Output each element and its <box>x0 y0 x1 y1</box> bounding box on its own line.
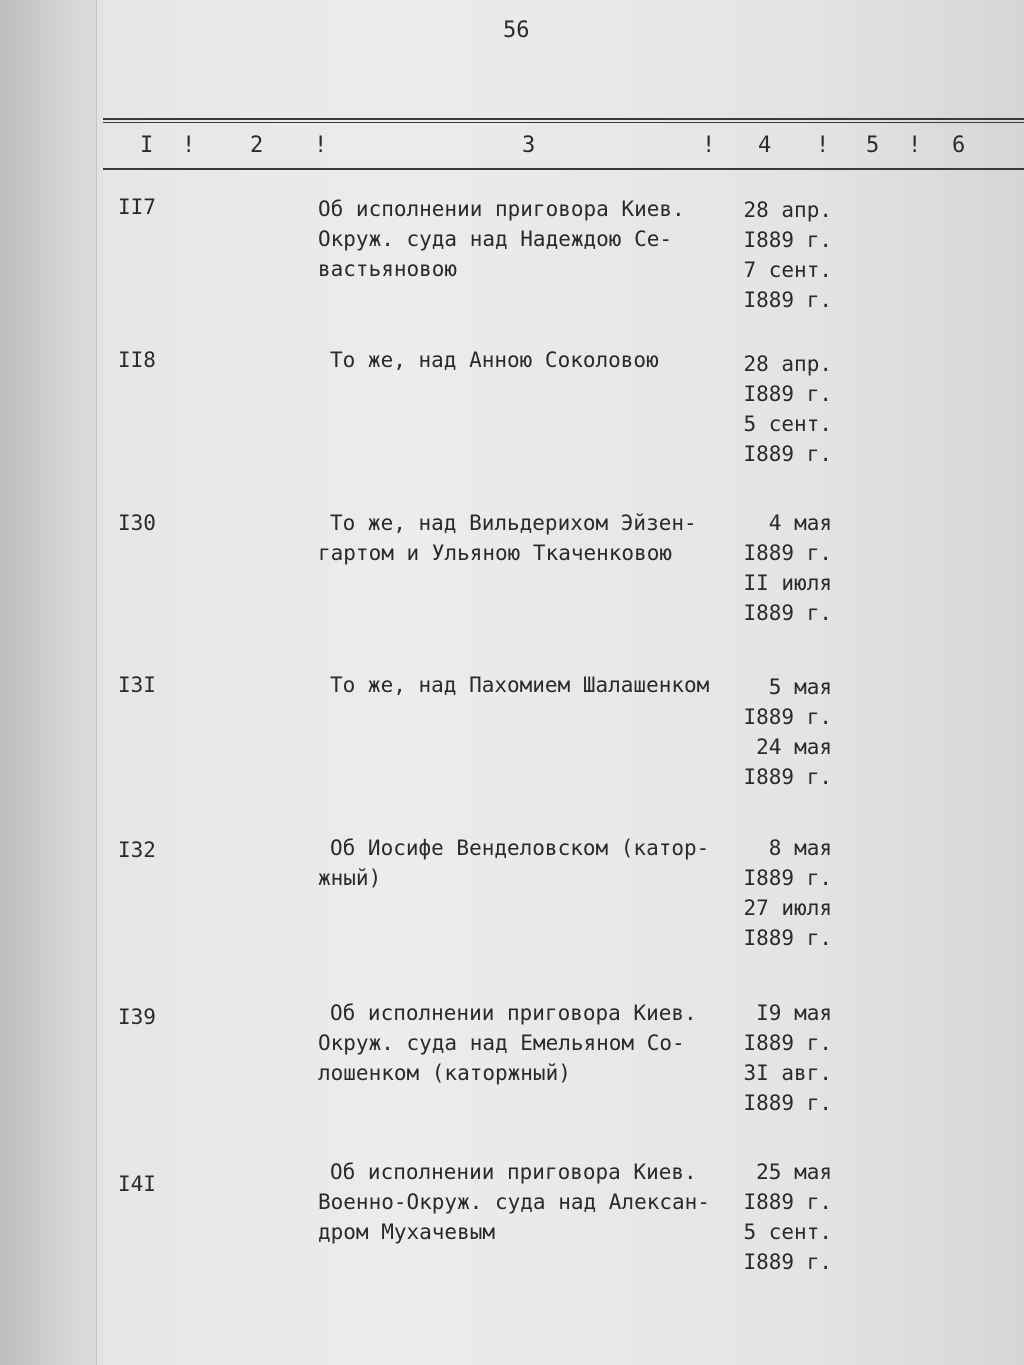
date-line: I889 г. <box>743 442 832 466</box>
header-separator: ! <box>702 133 716 158</box>
entry-number: II7 <box>118 195 156 219</box>
header-col-3: 3 <box>522 133 536 158</box>
description-line: Об исполнении приговора Киев. <box>318 197 685 221</box>
entry-dates <box>722 195 832 315</box>
description-line: Об исполнении приговора Киев. <box>330 1160 697 1184</box>
description-line: Об исполнении приговора Киев. <box>330 1001 697 1025</box>
date-line: 28 апр. <box>743 198 832 222</box>
date-line: 4 мая <box>768 511 832 535</box>
description-line: То же, над Анною Соколовою <box>330 348 659 372</box>
top-rule-second <box>103 122 1024 123</box>
entry-description <box>318 998 740 1088</box>
top-rule <box>103 118 1024 120</box>
date-line: I9 мая <box>756 1001 832 1025</box>
date-line: I889 г. <box>743 765 832 789</box>
date-line: 28 апр. <box>743 352 832 376</box>
header-col-4: 4 <box>758 133 772 158</box>
entry-description <box>318 194 728 284</box>
date-line: I889 г. <box>743 1031 832 1055</box>
entry-description <box>318 1157 740 1247</box>
header-separator: ! <box>182 133 196 158</box>
date-line: I889 г. <box>743 1250 832 1274</box>
entry-dates <box>722 998 832 1118</box>
entry-number: I3I <box>118 673 156 697</box>
entry-number: I39 <box>118 1005 156 1029</box>
date-line: I889 г. <box>743 382 832 406</box>
date-line: I889 г. <box>743 1091 832 1115</box>
entry-dates <box>722 672 832 792</box>
header-separator: ! <box>908 133 922 158</box>
description-line: гартом и Ульяною Ткаченковою <box>318 541 673 565</box>
description-line: дром Мухачевым <box>318 1220 496 1244</box>
header-col-2: 2 <box>250 133 264 158</box>
left-page-edge <box>0 0 97 1365</box>
date-line: I889 г. <box>743 288 832 312</box>
entry-number: I32 <box>118 838 156 862</box>
entry-number: II8 <box>118 348 156 372</box>
header-col-1: I <box>140 133 154 158</box>
entry-dates <box>722 349 832 469</box>
description-line: Окруж. суда над Емельяном Со- <box>318 1031 685 1055</box>
entry-description <box>318 833 740 893</box>
date-line: 27 июля <box>743 896 832 920</box>
description-line: Окруж. суда над Надеждою Се- <box>318 227 673 251</box>
date-line: II июля <box>743 571 832 595</box>
date-line: 5 мая <box>768 675 832 699</box>
description-line: То же, над Пахомием Шалашенком <box>330 673 710 697</box>
date-line: I889 г. <box>743 228 832 252</box>
date-line: I889 г. <box>743 541 832 565</box>
description-line: вастьяновою <box>318 257 458 281</box>
description-line: То же, над Вильдерихом Эйзен- <box>330 511 697 535</box>
date-line: I889 г. <box>743 866 832 890</box>
date-line: 3I авг. <box>743 1061 832 1085</box>
page-number: 56 <box>503 18 530 43</box>
description-line: жный) <box>318 866 382 890</box>
entry-number: I4I <box>118 1172 156 1196</box>
date-line: 5 сент. <box>743 412 832 436</box>
entry-description <box>330 670 740 700</box>
description-line: Об Иосифе Венделовском (катор- <box>330 836 710 860</box>
description-line: лошенком (каторжный) <box>318 1061 571 1085</box>
header-col-5: 5 <box>866 133 880 158</box>
header-separator: ! <box>314 133 328 158</box>
date-line: 25 мая <box>756 1160 832 1184</box>
entry-description <box>330 345 740 375</box>
header-col-6: 6 <box>952 133 966 158</box>
entry-number: I30 <box>118 511 156 535</box>
date-line: 7 сент. <box>743 258 832 282</box>
date-line: I889 г. <box>743 601 832 625</box>
entry-dates <box>722 833 832 953</box>
date-line: 5 сент. <box>743 1220 832 1244</box>
description-line: Военно-Окруж. суда над Алексан- <box>318 1190 710 1214</box>
date-line: 8 мая <box>768 836 832 860</box>
header-rule <box>103 168 1024 170</box>
date-line: I889 г. <box>743 926 832 950</box>
date-line: I889 г. <box>743 705 832 729</box>
entry-description <box>318 508 740 568</box>
entry-dates <box>722 508 832 628</box>
date-line: I889 г. <box>743 1190 832 1214</box>
header-separator: ! <box>816 133 830 158</box>
entry-dates <box>722 1157 832 1277</box>
date-line: 24 мая <box>756 735 832 759</box>
